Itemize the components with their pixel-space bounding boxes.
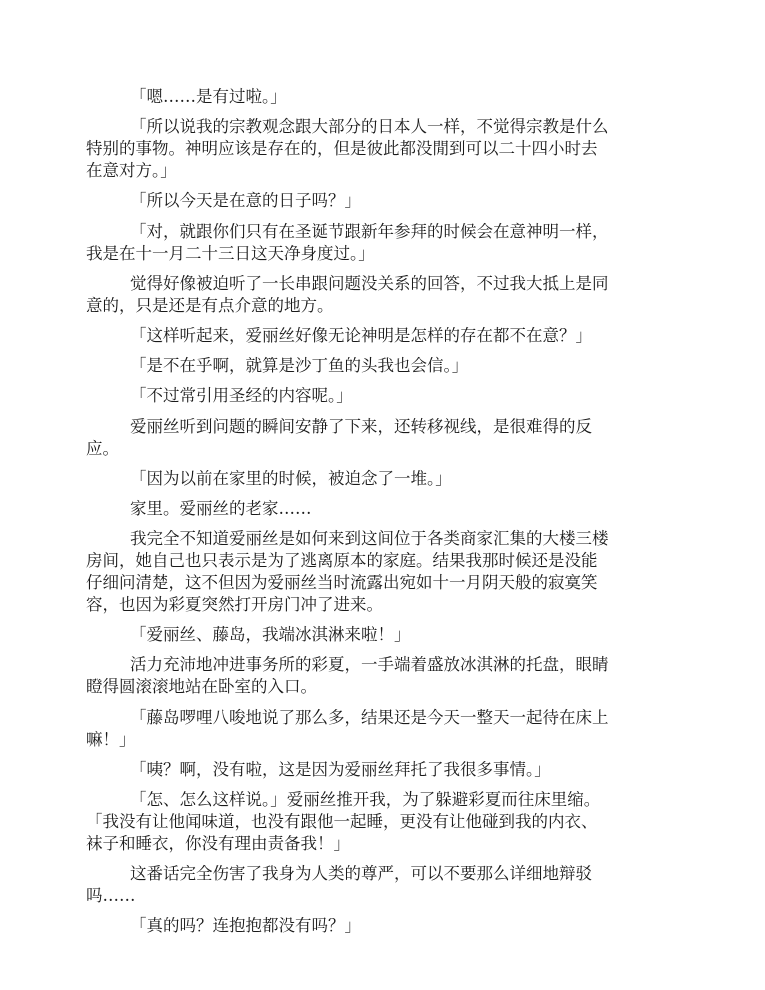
text-body bbox=[86, 86, 686, 946]
paragraph bbox=[86, 221, 686, 265]
text-line: 「我没有让他闻味道，也没有跟他一起睡，更没有让他碰到我的内衣、 bbox=[86, 812, 598, 831]
text-line: 我完全不知道爱丽丝是如何来到这间位于各类商家汇集的大楼三楼 bbox=[130, 529, 609, 549]
text-line: 容，也因为彩夏突然打开房门冲了进来。 bbox=[86, 595, 383, 615]
text-line: 我是在十一月二十三日这天净身度过。」 bbox=[86, 243, 375, 263]
text-line: 「不过常引用圣经的内容呢。」 bbox=[130, 386, 353, 406]
text-line: 房间，她自己也只表示是为了逃离原本的家庭。结果我那时候还是没能 bbox=[86, 551, 598, 571]
paragraph bbox=[86, 385, 686, 407]
text-line: 仔细问清楚，这不但因为爱丽丝当时流露出宛如十一月阴天般的寂寞笑 bbox=[86, 573, 598, 593]
text-line: 吗…… bbox=[86, 886, 136, 906]
text-line: 活力充沛地冲进事务所的彩夏，一手端着盛放冰淇淋的托盘，眼睛 bbox=[130, 655, 609, 675]
text-line: 「咦？啊，没有啦，这是因为爱丽丝拜托了我很多事情。」 bbox=[130, 759, 551, 779]
paragraph bbox=[86, 86, 686, 108]
paragraph bbox=[86, 468, 686, 490]
text-line: 在意对方。」 bbox=[86, 161, 177, 181]
text-line: 「所以说我的宗教观念跟大部分的日本人一样，不觉得宗教是什么 bbox=[130, 117, 609, 137]
text-line: 家里。爱丽丝的老家…… bbox=[130, 498, 312, 518]
text-line: 袜子和睡衣，你没有理由责备我！」 bbox=[86, 834, 350, 853]
text-line: 爱丽丝听到问题的瞬间安静了下来，还转移视线，是很难得的反 bbox=[130, 416, 592, 436]
text-line: 特别的事物。神明应该是存在的，但是彼此都没閒到可以二十四小时去 bbox=[86, 139, 598, 159]
paragraph bbox=[86, 863, 686, 907]
text-line: 「真的吗？连抱抱都没有吗？」 bbox=[130, 916, 361, 936]
text-line: 「这样听起来，爱丽丝好像无论神明是怎样的存在都不在意？」 bbox=[130, 325, 592, 345]
text-line: 「是不在乎啊，就算是沙丁鱼的头我也会信。」 bbox=[130, 356, 469, 376]
text-line: 「藤岛啰哩八唆地说了那么多，结果还是今天一整天一起待在床上 bbox=[130, 707, 609, 727]
paragraph bbox=[86, 528, 686, 616]
paragraph bbox=[86, 116, 686, 182]
text-line: 「所以今天是在意的日子吗？」 bbox=[130, 191, 361, 211]
paragraph bbox=[86, 915, 686, 937]
paragraph bbox=[86, 190, 686, 212]
paragraph bbox=[86, 325, 686, 347]
paragraph bbox=[86, 498, 686, 520]
paragraph bbox=[86, 707, 686, 751]
paragraph bbox=[86, 789, 686, 855]
paragraph bbox=[86, 355, 686, 377]
text-line: 觉得好像被迫听了一长串跟问题没关系的回答，不过我大抵上是同 bbox=[130, 273, 609, 293]
paragraph bbox=[86, 759, 686, 781]
paragraph bbox=[86, 654, 686, 698]
text-line: 「怎、怎么这样说。」爱丽丝推开我，为了躲避彩夏而往床里缩。 bbox=[130, 790, 601, 809]
text-line: 「爱丽丝、藤岛，我端冰淇淋来啦！」 bbox=[130, 625, 411, 645]
paragraph bbox=[86, 624, 686, 646]
paragraph bbox=[86, 273, 686, 317]
text-line: 嘛！」 bbox=[86, 729, 136, 749]
text-line: 应。 bbox=[86, 438, 119, 458]
text-line: 「对，就跟你们只有在圣诞节跟新年参拜的时候会在意神明一样， bbox=[130, 221, 609, 241]
text-line: 意的，只是还是有点介意的地方。 bbox=[86, 295, 334, 315]
text-line: 这番话完全伤害了我身为人类的尊严，可以不要那么详细地辩驳 bbox=[130, 864, 592, 884]
text-line: 「因为以前在家里的时候，被迫念了一堆。」 bbox=[130, 468, 452, 488]
text-line: 瞪得圆滚滚地站在卧室的入口。 bbox=[86, 677, 317, 697]
text-line: 「嗯……是有过啦。」 bbox=[130, 87, 287, 106]
paragraph bbox=[86, 416, 686, 460]
